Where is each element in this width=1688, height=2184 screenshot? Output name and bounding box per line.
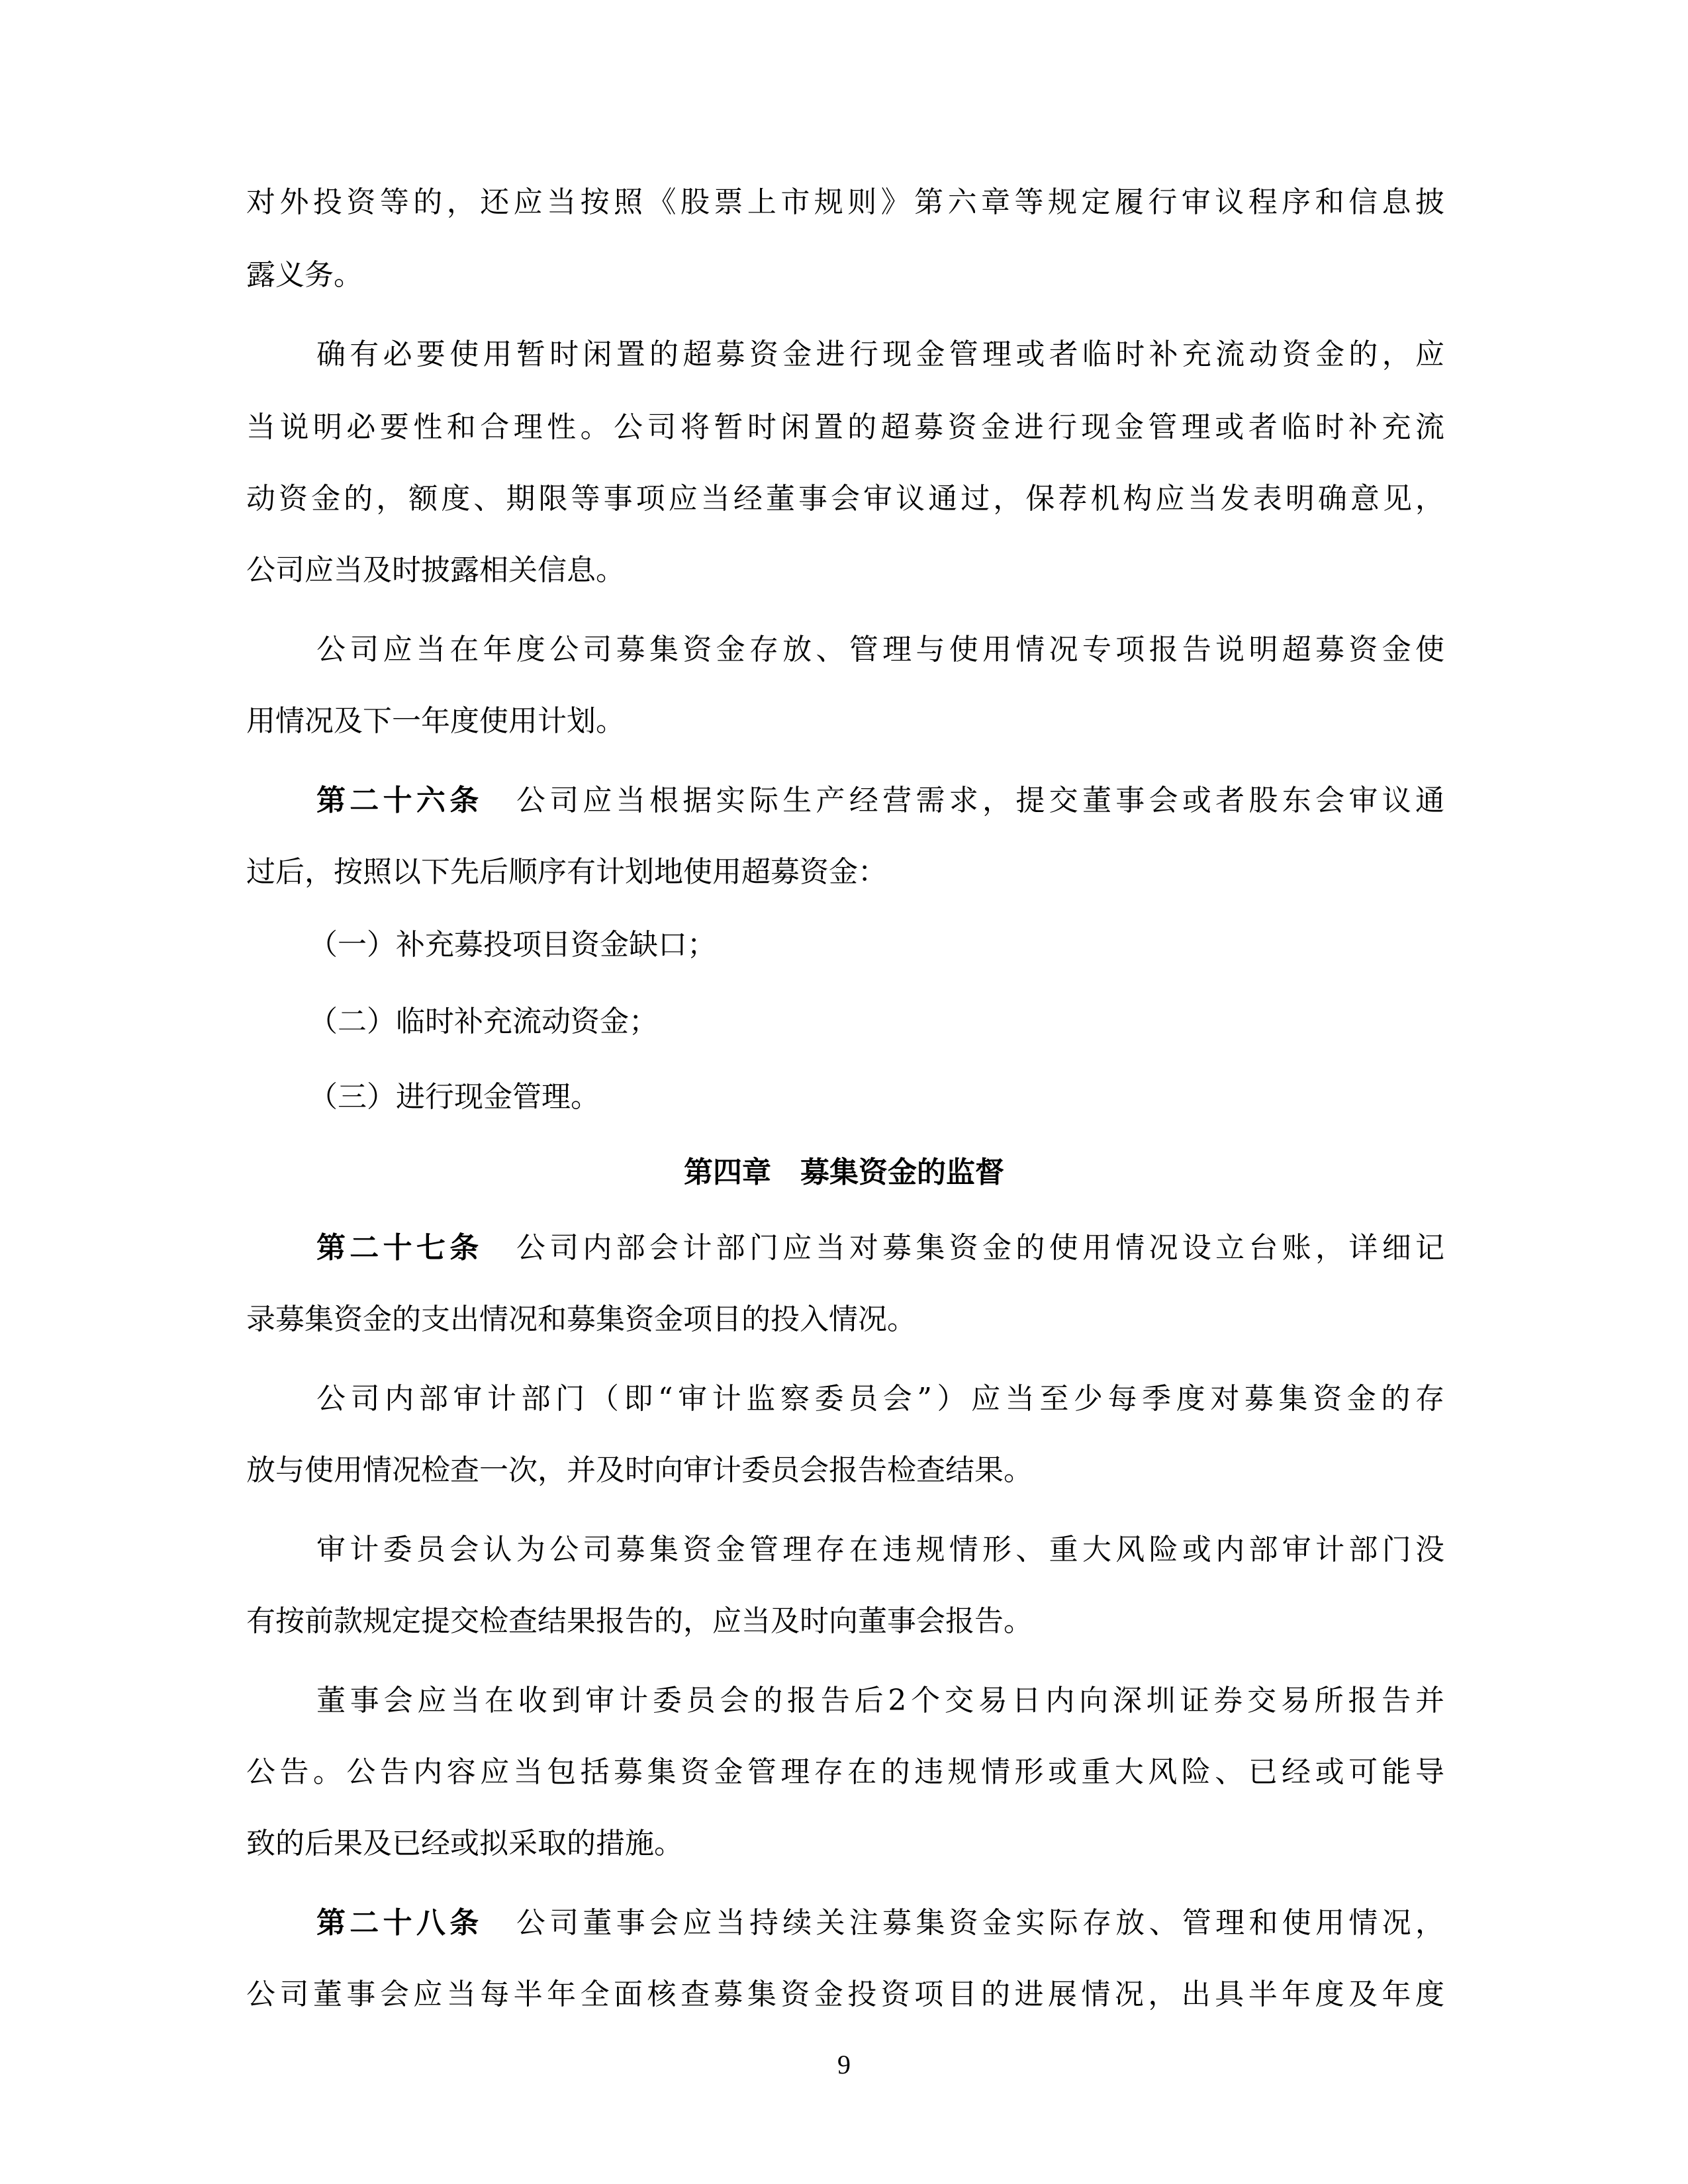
paragraph-line: 当说明必要性和合理性。公司将暂时闲置的超募资金进行现金管理或者临时补充流 bbox=[246, 410, 1444, 444]
paragraph-line: 录募集资金的支出情况和募集资金项目的投入情况。 bbox=[246, 1302, 916, 1336]
article-heading: 第二十六条 bbox=[316, 784, 483, 817]
paragraph-line: 放与使用情况检查一次，并及时向审计委员会报告检查结果。 bbox=[246, 1453, 1033, 1487]
article-28-line bbox=[316, 1905, 1444, 1942]
paragraph-line: 公司董事会应当每半年全面核查募集资金投资项目的进展情况，出具半年度及年度 bbox=[246, 1978, 1444, 2011]
paragraph-line: 用情况及下一年度使用计划。 bbox=[246, 704, 625, 738]
list-item: （一）补充募投项目资金缺口； bbox=[308, 928, 716, 962]
paragraph-line: 公司应当及时披露相关信息。 bbox=[246, 553, 625, 587]
page-number: 9 bbox=[837, 2050, 851, 2079]
paragraph-line: 董事会应当在收到审计委员会的报告后2个交易日内向深圳证券交易所报告并 bbox=[316, 1684, 1444, 1717]
paragraph-line: 有按前款规定提交检查结果报告的，应当及时向董事会报告。 bbox=[246, 1604, 1033, 1638]
article-text: 公司董事会应当持续关注募集资金实际存放、管理和使用情况， bbox=[512, 1906, 1444, 1940]
article-heading: 第二十七条 bbox=[316, 1231, 483, 1265]
paragraph-line: 确有必要使用暂时闲置的超募资金进行现金管理或者临时补充流动资金的，应 bbox=[316, 338, 1444, 371]
article-27-line bbox=[316, 1230, 1444, 1267]
paragraph-line: 对外投资等的，还应当按照《股票上市规则》第六章等规定履行审议程序和信息披 bbox=[246, 185, 1444, 219]
article-26-line bbox=[316, 782, 1444, 819]
paragraph-line: 动资金的，额度、期限等事项应当经董事会审议通过，保荐机构应当发表明确意见， bbox=[246, 482, 1444, 516]
paragraph-line: 审计委员会认为公司募集资金管理存在违规情形、重大风险或内部审计部门没 bbox=[316, 1533, 1444, 1567]
article-text: 公司应当根据实际生产经营需求，提交董事会或者股东会审议通 bbox=[512, 784, 1444, 817]
article-heading: 第二十八条 bbox=[316, 1906, 483, 1940]
paragraph-line: 公司内部审计部门（即“审计监察委员会”）应当至少每季度对募集资金的存 bbox=[316, 1382, 1444, 1416]
paragraph-line: 公司应当在年度公司募集资金存放、管理与使用情况专项报告说明超募资金使 bbox=[316, 633, 1444, 666]
paragraph-line: 公告。公告内容应当包括募集资金管理存在的违规情形或重大风险、已经或可能导 bbox=[246, 1755, 1444, 1789]
article-text: 公司内部会计部门应当对募集资金的使用情况设立台账，详细记 bbox=[512, 1231, 1444, 1265]
list-item: （三）进行现金管理。 bbox=[308, 1080, 600, 1114]
paragraph-line: 致的后果及已经或拟采取的措施。 bbox=[246, 1827, 683, 1860]
paragraph-line: 过后，按照以下先后顺序有计划地使用超募资金： bbox=[246, 855, 887, 889]
chapter-heading: 第四章 募集资金的监督 bbox=[684, 1156, 1004, 1189]
paragraph-line: 露义务。 bbox=[246, 258, 363, 292]
list-item: （二）临时补充流动资金； bbox=[308, 1005, 658, 1038]
